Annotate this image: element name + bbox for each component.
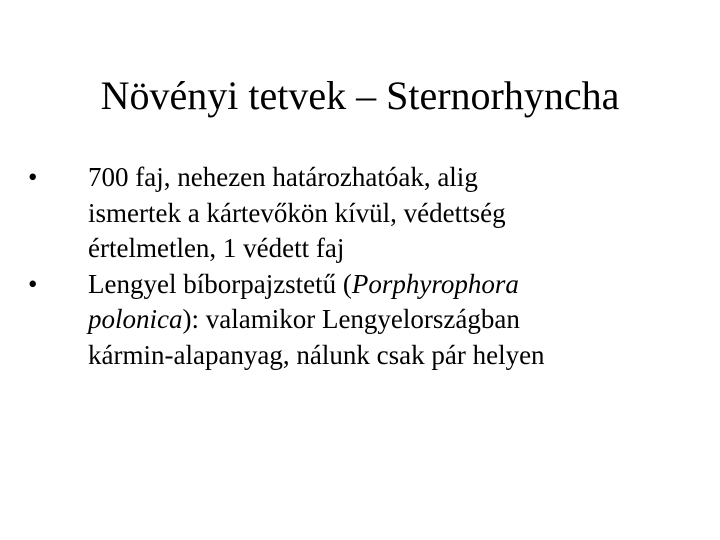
bullet-1-line-1: 700 faj, nehezen határozhatóak, alig [88,162,478,192]
bullet-1-line-2: ismertek a kártevőkön kívül, védettség [88,197,506,228]
bullet-marker: • [28,162,38,192]
bullet-2-line-1 [88,267,688,303]
bullet-1-line-3: értelmetlen, 1 védett faj [88,233,345,263]
slide-title: Növényi tetvek – Sternorhyncha [100,73,620,118]
bullet-marker: • [28,268,38,299]
species-name-genus: Porphyrophora [351,268,519,299]
bullet-item-2 [28,267,688,374]
bullet-2-text-suffix: ): valamikor Lengyelországban [182,304,520,334]
bullet-list [28,160,688,373]
bullet-2-text-prefix: Lengyel bíborpajzstetű ( [88,268,352,299]
bullet-2-line-2 [88,302,688,338]
bullet-2-line-3: kármin-alapanyag, nálunk csak pár helyen [88,339,545,370]
bullet-item-1 [28,160,688,267]
species-name-epithet: polonica [88,304,183,334]
